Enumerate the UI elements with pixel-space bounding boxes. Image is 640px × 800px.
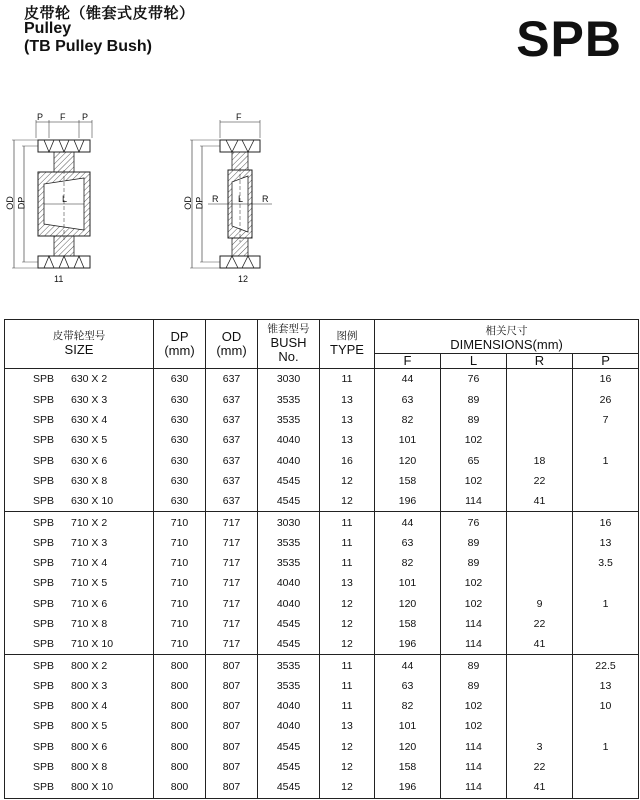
cell-type: 11 [320, 369, 375, 390]
cell-series: SPB [33, 577, 55, 590]
cell-size [5, 369, 154, 390]
cell-f: 158 [375, 757, 441, 777]
table-row [5, 757, 639, 777]
table-row [5, 450, 639, 470]
cell-bush: 3030 [258, 369, 320, 390]
cell-size [5, 471, 154, 491]
cell-type: 11 [320, 696, 375, 716]
cell-bush: 4545 [258, 634, 320, 655]
cell-od: 717 [206, 573, 258, 593]
cell-series: SPB [33, 638, 55, 651]
table-row [5, 634, 639, 655]
cell-type: 11 [320, 512, 375, 533]
cell-bush: 4545 [258, 471, 320, 491]
page-title-chinese: 皮带轮（锥套式皮带轮） [24, 5, 195, 22]
table-row [5, 512, 639, 533]
cell-f: 101 [375, 573, 441, 593]
cell-dp: 800 [154, 757, 206, 777]
cell-od: 807 [206, 676, 258, 696]
header-r: R [507, 354, 573, 369]
cell-p: 16 [573, 369, 639, 390]
cell-l: 76 [441, 369, 507, 390]
cell-bush: 4040 [258, 696, 320, 716]
cell-size [5, 553, 154, 573]
table-row [5, 655, 639, 676]
dim-label-r-right: R [262, 194, 269, 204]
cell-bush: 3030 [258, 512, 320, 533]
header-l: L [441, 354, 507, 369]
header-od-unit: (mm) [216, 343, 247, 359]
cell-l: 89 [441, 390, 507, 410]
cell-od: 807 [206, 777, 258, 798]
cell-od: 807 [206, 655, 258, 676]
cell-type: 11 [320, 533, 375, 553]
dim-label-f: F [60, 112, 66, 122]
cell-bush: 4040 [258, 573, 320, 593]
cell-r [507, 512, 573, 533]
cell-r: 22 [507, 757, 573, 777]
cell-bush: 3535 [258, 410, 320, 430]
cell-size [5, 410, 154, 430]
cell-bush: 4545 [258, 491, 320, 512]
cell-p: 26 [573, 390, 639, 410]
cell-series: SPB [33, 679, 55, 692]
cell-l: 102 [441, 594, 507, 614]
cell-size-value: 630 X 4 [71, 414, 108, 427]
cell-f: 44 [375, 512, 441, 533]
cell-type: 11 [320, 655, 375, 676]
cell-size-value: 800 X 6 [71, 740, 108, 753]
cell-f: 63 [375, 676, 441, 696]
header-dp [154, 320, 206, 369]
cell-r [507, 410, 573, 430]
cell-l: 102 [441, 471, 507, 491]
header-f: F [375, 354, 441, 369]
spec-table-body [5, 369, 639, 798]
cell-od: 807 [206, 757, 258, 777]
table-row [5, 471, 639, 491]
cell-type: 12 [320, 594, 375, 614]
header-bush [258, 320, 320, 369]
cell-bush: 4545 [258, 777, 320, 798]
cell-series: SPB [33, 720, 55, 733]
cell-type: 13 [320, 573, 375, 593]
cell-size [5, 676, 154, 696]
cell-dp: 630 [154, 390, 206, 410]
cell-series: SPB [33, 761, 55, 774]
cell-size-value: 800 X 2 [71, 659, 108, 672]
cell-size-value: 710 X 5 [71, 577, 108, 590]
cell-r [507, 533, 573, 553]
header-bush-en: BUSH [270, 334, 307, 350]
cell-bush: 3535 [258, 655, 320, 676]
cell-bush: 4545 [258, 614, 320, 634]
drawing-type-11 [4, 112, 114, 284]
table-row [5, 696, 639, 716]
cell-type: 12 [320, 757, 375, 777]
dim-label-l: L [62, 194, 68, 204]
cell-r [507, 716, 573, 736]
cell-type: 16 [320, 450, 375, 470]
figure-number-11: 11 [54, 274, 64, 284]
cell-size-value: 710 X 8 [71, 618, 108, 630]
cell-size [5, 634, 154, 655]
table-row [5, 533, 639, 553]
cell-bush: 4040 [258, 450, 320, 470]
table-row [5, 491, 639, 512]
cell-size [5, 450, 154, 470]
cell-l: 76 [441, 512, 507, 533]
cell-type: 12 [320, 614, 375, 634]
cell-dp: 800 [154, 737, 206, 757]
cell-size [5, 614, 154, 634]
cell-size [5, 573, 154, 593]
cell-r [507, 390, 573, 410]
cell-p [573, 573, 639, 593]
cell-type: 13 [320, 430, 375, 450]
cell-p [573, 634, 639, 655]
cell-l: 89 [441, 533, 507, 553]
header-bush-no: No. [278, 348, 299, 364]
cell-dp: 710 [154, 533, 206, 553]
cell-size-value: 710 X 10 [71, 638, 114, 651]
cell-p: 1 [573, 450, 639, 470]
dim-label-dp: DP [194, 196, 205, 210]
cell-r: 18 [507, 450, 573, 470]
cell-od: 717 [206, 614, 258, 634]
cell-bush: 4545 [258, 737, 320, 757]
cell-od: 637 [206, 390, 258, 410]
header-od-label: OD [221, 328, 242, 344]
cell-size-value: 630 X 5 [71, 434, 108, 447]
cell-l: 89 [441, 410, 507, 430]
cell-type: 12 [320, 634, 375, 655]
cell-od: 637 [206, 471, 258, 491]
cell-size-value: 800 X 3 [71, 679, 108, 692]
dim-label-od: OD [182, 196, 193, 210]
cell-od: 717 [206, 594, 258, 614]
cell-bush: 4545 [258, 757, 320, 777]
table-row [5, 777, 639, 798]
cell-l: 102 [441, 716, 507, 736]
cell-series: SPB [33, 373, 55, 386]
cell-r: 3 [507, 737, 573, 757]
table-row [5, 410, 639, 430]
table-row [5, 594, 639, 614]
cell-r [507, 676, 573, 696]
cell-f: 120 [375, 737, 441, 757]
page-subtitle: (TB Pulley Bush) [24, 38, 153, 55]
cell-l: 65 [441, 450, 507, 470]
figure-number-12: 12 [238, 274, 249, 284]
cell-size-value: 800 X 8 [71, 761, 108, 774]
header-type [320, 320, 375, 369]
cell-f: 158 [375, 614, 441, 634]
cell-series: SPB [33, 700, 55, 713]
cell-l: 114 [441, 491, 507, 512]
header-type-en: TYPE [330, 341, 364, 357]
cell-bush: 3535 [258, 390, 320, 410]
cell-p [573, 614, 639, 634]
cell-r [507, 553, 573, 573]
header-p: P [573, 354, 639, 369]
dim-label-r-left: R [212, 194, 219, 204]
cell-size [5, 716, 154, 736]
cell-bush: 4040 [258, 716, 320, 736]
cell-od: 717 [206, 533, 258, 553]
page-title: Pulley [24, 20, 72, 37]
cell-r: 9 [507, 594, 573, 614]
cell-l: 102 [441, 696, 507, 716]
cell-p: 1 [573, 737, 639, 757]
header-type-cn: 图例 [336, 330, 358, 343]
header-od [206, 320, 258, 369]
cell-l: 114 [441, 634, 507, 655]
cell-f: 82 [375, 696, 441, 716]
cell-type: 11 [320, 676, 375, 696]
cell-p: 13 [573, 533, 639, 553]
cell-f: 158 [375, 471, 441, 491]
cell-size-value: 630 X 3 [71, 393, 108, 406]
spec-table [4, 319, 639, 799]
cell-size [5, 430, 154, 450]
cell-p [573, 757, 639, 777]
cell-dp: 710 [154, 573, 206, 593]
cell-od: 717 [206, 634, 258, 655]
cell-series: SPB [33, 393, 55, 406]
cell-od: 637 [206, 430, 258, 450]
cell-size [5, 390, 154, 410]
cell-f: 44 [375, 369, 441, 390]
cell-bush: 4040 [258, 594, 320, 614]
cell-od: 637 [206, 450, 258, 470]
cell-l: 89 [441, 655, 507, 676]
cell-series: SPB [33, 557, 55, 570]
table-row [5, 369, 639, 390]
table-row [5, 573, 639, 593]
cell-dp: 630 [154, 369, 206, 390]
cell-r: 41 [507, 491, 573, 512]
cell-r [507, 696, 573, 716]
cell-size-value: 630 X 10 [71, 495, 114, 508]
table-row [5, 430, 639, 450]
cell-f: 196 [375, 491, 441, 512]
cell-size-value: 710 X 3 [71, 536, 108, 549]
cell-dp: 800 [154, 655, 206, 676]
cell-size-value: 630 X 8 [71, 474, 108, 487]
cell-l: 102 [441, 573, 507, 593]
cell-od: 717 [206, 553, 258, 573]
header-dp-label: DP [170, 328, 189, 344]
cell-series: SPB [33, 536, 55, 549]
cell-size [5, 777, 154, 798]
cell-series: SPB [33, 495, 55, 508]
header-size-cn: 皮带轮型号 [52, 330, 106, 343]
cell-size [5, 757, 154, 777]
cell-l: 89 [441, 676, 507, 696]
dim-label-f: F [236, 112, 242, 122]
dim-label-p-right: P [82, 112, 89, 122]
cell-size-value: 710 X 2 [71, 516, 108, 529]
cell-r [507, 430, 573, 450]
cell-dp: 710 [154, 512, 206, 533]
cell-size-value: 710 X 6 [71, 597, 108, 610]
cell-type: 12 [320, 471, 375, 491]
cell-size-value: 630 X 2 [71, 373, 108, 386]
cell-series: SPB [33, 414, 55, 427]
header-dp-unit: (mm) [164, 343, 195, 359]
cell-p [573, 430, 639, 450]
table-row [5, 737, 639, 757]
cell-size-value: 710 X 4 [71, 557, 108, 570]
cell-f: 120 [375, 450, 441, 470]
cell-p: 22.5 [573, 655, 639, 676]
cell-dp: 630 [154, 430, 206, 450]
cell-dp: 630 [154, 410, 206, 430]
cell-type: 12 [320, 737, 375, 757]
cell-type: 12 [320, 777, 375, 798]
cell-p: 10 [573, 696, 639, 716]
cell-series: SPB [33, 474, 55, 487]
cell-series: SPB [33, 781, 55, 794]
cell-type: 12 [320, 491, 375, 512]
dim-label-l: L [238, 194, 244, 204]
cell-f: 82 [375, 553, 441, 573]
cell-l: 114 [441, 614, 507, 634]
cell-r [507, 369, 573, 390]
cell-bush: 3535 [258, 676, 320, 696]
cell-f: 101 [375, 716, 441, 736]
cell-r: 41 [507, 777, 573, 798]
cell-l: 114 [441, 777, 507, 798]
table-row [5, 676, 639, 696]
cell-od: 637 [206, 369, 258, 390]
cell-dp: 800 [154, 716, 206, 736]
cell-bush: 4040 [258, 430, 320, 450]
cell-p [573, 716, 639, 736]
header-size-en: SIZE [64, 341, 94, 357]
cell-bush: 3535 [258, 553, 320, 573]
cell-l: 114 [441, 737, 507, 757]
cell-f: 120 [375, 594, 441, 614]
cell-p [573, 777, 639, 798]
drawing-type-12 [178, 112, 288, 284]
dim-label-p-left: P [37, 112, 44, 122]
cell-l: 89 [441, 553, 507, 573]
cell-r: 22 [507, 614, 573, 634]
cell-od: 637 [206, 410, 258, 430]
cell-size [5, 491, 154, 512]
cell-p: 7 [573, 410, 639, 430]
cell-od: 717 [206, 512, 258, 533]
cell-r: 41 [507, 634, 573, 655]
cell-series: SPB [33, 434, 55, 447]
table-row [5, 553, 639, 573]
dim-label-dp: DP [16, 196, 27, 210]
cell-dp: 800 [154, 777, 206, 798]
cell-od: 637 [206, 491, 258, 512]
cell-size [5, 737, 154, 757]
cell-size-value: 800 X 5 [71, 720, 108, 733]
cell-size [5, 655, 154, 676]
cell-dp: 710 [154, 634, 206, 655]
dim-label-od: OD [4, 196, 15, 210]
cell-series: SPB [33, 618, 55, 630]
cell-r [507, 573, 573, 593]
cell-dp: 710 [154, 553, 206, 573]
cell-type: 13 [320, 410, 375, 430]
cell-series: SPB [33, 659, 55, 672]
cell-f: 101 [375, 430, 441, 450]
cell-p: 16 [573, 512, 639, 533]
cell-p [573, 491, 639, 512]
cell-p: 13 [573, 676, 639, 696]
cell-size [5, 696, 154, 716]
cell-bush: 3535 [258, 533, 320, 553]
cell-f: 63 [375, 533, 441, 553]
cell-od: 807 [206, 716, 258, 736]
cell-dp: 630 [154, 471, 206, 491]
cell-dp: 710 [154, 614, 206, 634]
cell-f: 63 [375, 390, 441, 410]
cell-size-value: 800 X 10 [71, 781, 114, 794]
cell-od: 807 [206, 737, 258, 757]
cell-size-value: 800 X 4 [71, 700, 108, 713]
cell-type: 11 [320, 553, 375, 573]
cell-dp: 630 [154, 491, 206, 512]
cell-size-value: 630 X 6 [71, 454, 108, 467]
cell-type: 13 [320, 716, 375, 736]
header-bush-cn: 锥套型号 [267, 323, 310, 336]
cell-p: 1 [573, 594, 639, 614]
cell-f: 196 [375, 634, 441, 655]
cell-type: 13 [320, 390, 375, 410]
cell-p: 3.5 [573, 553, 639, 573]
cell-size [5, 533, 154, 553]
table-row [5, 716, 639, 736]
cell-dp: 800 [154, 676, 206, 696]
table-row [5, 390, 639, 410]
cell-size [5, 594, 154, 614]
cell-f: 82 [375, 410, 441, 430]
header-dimensions-en: DIMENSIONS(mm) [450, 336, 563, 352]
cell-l: 102 [441, 430, 507, 450]
cell-series: SPB [33, 516, 55, 529]
series-code: SPB [516, 11, 622, 67]
cell-series: SPB [33, 597, 55, 610]
cell-series: SPB [33, 454, 55, 467]
cell-series: SPB [33, 740, 55, 753]
cell-f: 44 [375, 655, 441, 676]
table-row [5, 614, 639, 634]
cell-f: 196 [375, 777, 441, 798]
cell-dp: 630 [154, 450, 206, 470]
cell-r: 22 [507, 471, 573, 491]
cell-p [573, 471, 639, 491]
header-dimensions-cn: 相关尺寸 [485, 325, 528, 338]
cell-dp: 800 [154, 696, 206, 716]
cell-dp: 710 [154, 594, 206, 614]
cell-r [507, 655, 573, 676]
header-dimensions [375, 320, 639, 354]
cell-od: 807 [206, 696, 258, 716]
cell-size [5, 512, 154, 533]
header-size [5, 320, 154, 369]
cell-l: 114 [441, 757, 507, 777]
